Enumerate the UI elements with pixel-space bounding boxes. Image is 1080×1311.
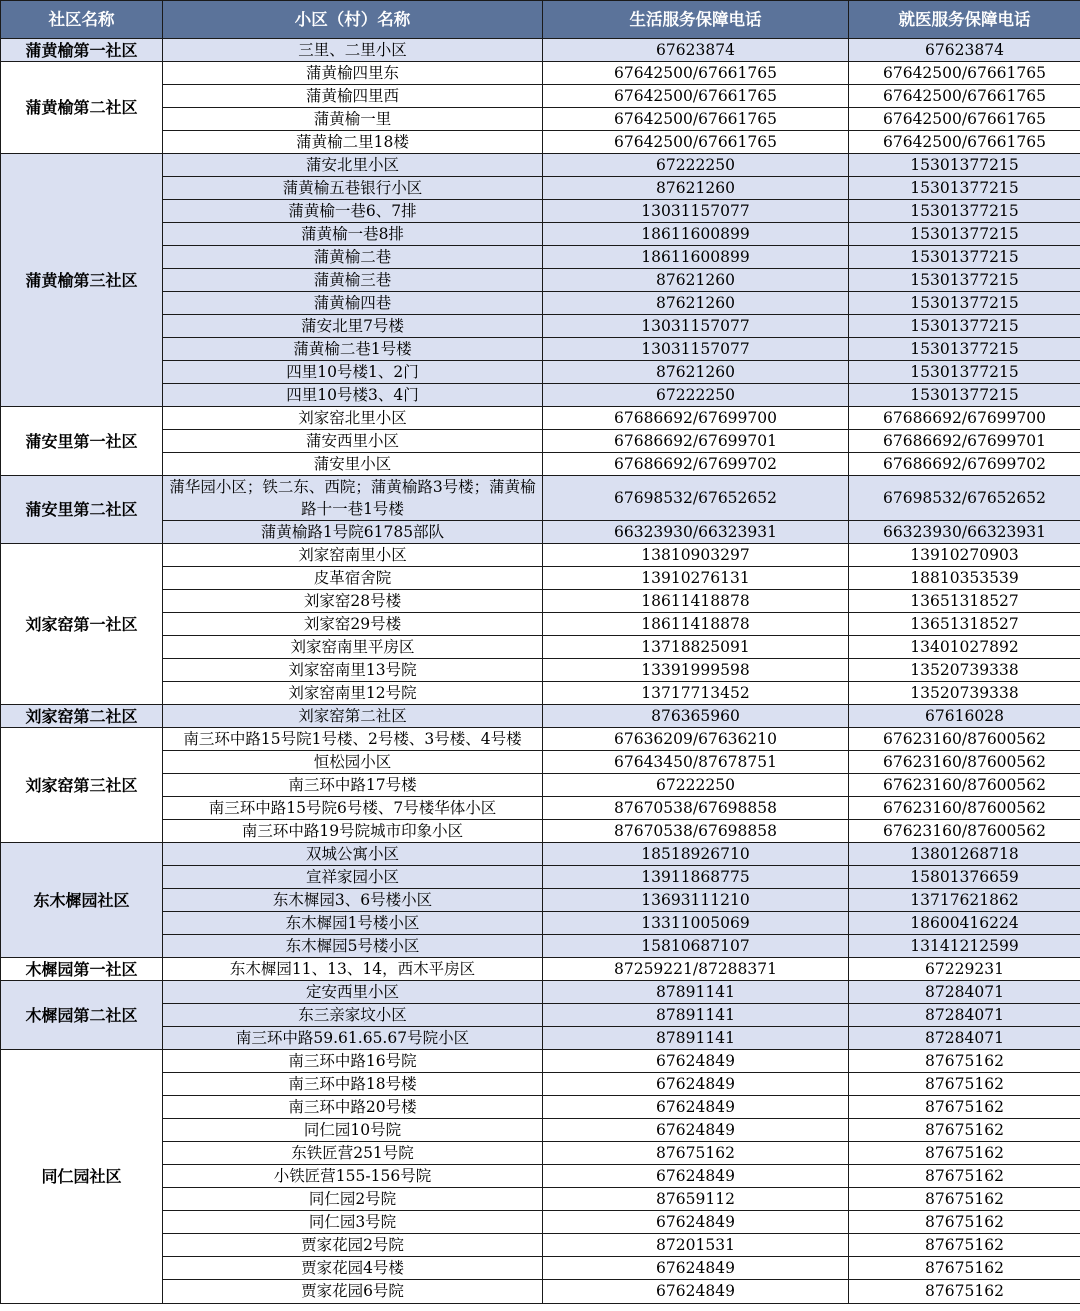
residence-name-cell: 蒲黄榆五巷银行小区 (163, 177, 543, 200)
community-name-cell: 蒲安里第一社区 (1, 407, 163, 476)
table-row (1, 590, 1080, 613)
life-phone-cell: 67624849 (543, 1073, 849, 1096)
life-phone-cell: 67686692/67699701 (543, 430, 849, 453)
table-row (1, 682, 1080, 705)
life-phone-cell: 67222250 (543, 384, 849, 407)
residence-name-cell: 东木樨园1号楼小区 (163, 912, 543, 935)
residence-name-cell: 蒲黄榆四巷 (163, 292, 543, 315)
table-row (1, 1234, 1080, 1257)
medical-phone-cell: 15801376659 (849, 866, 1080, 889)
medical-phone-cell: 13910270903 (849, 544, 1080, 567)
medical-phone-cell: 18810353539 (849, 567, 1080, 590)
life-phone-cell: 67624849 (543, 1119, 849, 1142)
table-row (1, 843, 1080, 866)
medical-phone-cell: 13651318527 (849, 590, 1080, 613)
medical-phone-cell: 67686692/67699702 (849, 453, 1080, 476)
table-row (1, 1142, 1080, 1165)
residence-name-cell: 同仁园2号院 (163, 1188, 543, 1211)
residence-name-cell: 蒲黄榆一巷6、7排 (163, 200, 543, 223)
table-row (1, 1280, 1080, 1304)
life-phone-cell: 67686692/67699700 (543, 407, 849, 430)
header-row (1, 1, 1080, 39)
life-phone-cell: 87891141 (543, 1027, 849, 1050)
header-medical-phone: 就医服务保障电话 (849, 1, 1080, 39)
residence-name-cell: 三里、二里小区 (163, 39, 543, 62)
life-phone-cell: 13693111210 (543, 889, 849, 912)
residence-name-cell: 刘家窑南里平房区 (163, 636, 543, 659)
medical-phone-cell: 87675162 (849, 1073, 1080, 1096)
medical-phone-cell: 87675162 (849, 1142, 1080, 1165)
table-row (1, 200, 1080, 223)
life-phone-cell: 87670538/67698858 (543, 820, 849, 843)
residence-name-cell: 南三环中路15号院6号楼、7号楼华体小区 (163, 797, 543, 820)
table-row (1, 866, 1080, 889)
life-phone-cell: 67623874 (543, 39, 849, 62)
medical-phone-cell: 15301377215 (849, 223, 1080, 246)
table-row (1, 659, 1080, 682)
residence-name-cell: 刘家窑南里13号院 (163, 659, 543, 682)
table-row (1, 820, 1080, 843)
residence-name-cell: 皮革宿舍院 (163, 567, 543, 590)
medical-phone-cell: 15301377215 (849, 154, 1080, 177)
life-phone-cell: 67698532/67652652 (543, 476, 849, 521)
medical-phone-cell: 15301377215 (849, 269, 1080, 292)
life-phone-cell: 67222250 (543, 154, 849, 177)
life-phone-cell: 67642500/67661765 (543, 85, 849, 108)
residence-name-cell: 南三环中路18号楼 (163, 1073, 543, 1096)
life-phone-cell: 13031157077 (543, 338, 849, 361)
residence-name-cell: 贾家花园6号院 (163, 1280, 543, 1304)
life-phone-cell: 67636209/67636210 (543, 728, 849, 751)
table-row (1, 1027, 1080, 1050)
life-phone-cell: 67686692/67699702 (543, 453, 849, 476)
life-phone-cell: 87621260 (543, 292, 849, 315)
medical-phone-cell: 67623160/87600562 (849, 820, 1080, 843)
residence-name-cell: 南三环中路15号院1号楼、2号楼、3号楼、4号楼 (163, 728, 543, 751)
residence-name-cell: 四里10号楼1、2门 (163, 361, 543, 384)
life-phone-cell: 87659112 (543, 1188, 849, 1211)
table-row (1, 728, 1080, 751)
residence-name-cell: 蒲安北里小区 (163, 154, 543, 177)
medical-phone-cell: 87675162 (849, 1119, 1080, 1142)
medical-phone-cell: 87675162 (849, 1188, 1080, 1211)
medical-phone-cell: 67623874 (849, 39, 1080, 62)
medical-phone-cell: 13401027892 (849, 636, 1080, 659)
table-row (1, 154, 1080, 177)
life-phone-cell: 87891141 (543, 981, 849, 1004)
life-phone-cell: 67624849 (543, 1096, 849, 1119)
medical-phone-cell: 66323930/66323931 (849, 521, 1080, 544)
residence-name-cell: 南三环中路19号院城市印象小区 (163, 820, 543, 843)
residence-name-cell: 东木樨园3、6号楼小区 (163, 889, 543, 912)
residence-name-cell: 刘家窑南里12号院 (163, 682, 543, 705)
residence-name-cell: 贾家花园2号院 (163, 1234, 543, 1257)
medical-phone-cell: 67642500/67661765 (849, 108, 1080, 131)
header-life-phone: 生活服务保障电话 (543, 1, 849, 39)
table-body (1, 39, 1080, 1304)
medical-phone-cell: 87675162 (849, 1257, 1080, 1280)
table-row (1, 544, 1080, 567)
table-row (1, 453, 1080, 476)
life-phone-cell: 18611418878 (543, 590, 849, 613)
medical-phone-cell: 67623160/87600562 (849, 797, 1080, 820)
residence-name-cell: 南三环中路59.61.65.67号院小区 (163, 1027, 543, 1050)
medical-phone-cell: 67642500/67661765 (849, 62, 1080, 85)
medical-phone-cell: 13801268718 (849, 843, 1080, 866)
table-row (1, 1188, 1080, 1211)
medical-phone-cell: 67616028 (849, 705, 1080, 728)
table-row (1, 361, 1080, 384)
medical-phone-cell: 87675162 (849, 1234, 1080, 1257)
table-row (1, 62, 1080, 85)
community-name-cell: 蒲黄榆第二社区 (1, 62, 163, 154)
medical-phone-cell: 15301377215 (849, 246, 1080, 269)
table-row (1, 1073, 1080, 1096)
medical-phone-cell: 67686692/67699700 (849, 407, 1080, 430)
community-name-cell: 蒲安里第二社区 (1, 476, 163, 544)
medical-phone-cell: 15301377215 (849, 384, 1080, 407)
life-phone-cell: 67642500/67661765 (543, 108, 849, 131)
medical-phone-cell: 87284071 (849, 1027, 1080, 1050)
table-row (1, 407, 1080, 430)
life-phone-cell: 87670538/67698858 (543, 797, 849, 820)
medical-phone-cell: 13651318527 (849, 613, 1080, 636)
table-row (1, 567, 1080, 590)
table-row (1, 1096, 1080, 1119)
table-row (1, 292, 1080, 315)
medical-phone-cell: 87675162 (849, 1096, 1080, 1119)
residence-name-cell: 同仁园3号院 (163, 1211, 543, 1234)
life-phone-cell: 13911868775 (543, 866, 849, 889)
life-phone-cell: 13718825091 (543, 636, 849, 659)
life-phone-cell: 67624849 (543, 1165, 849, 1188)
table-row (1, 338, 1080, 361)
table-row (1, 958, 1080, 981)
life-phone-cell: 87675162 (543, 1142, 849, 1165)
medical-phone-cell: 67623160/87600562 (849, 774, 1080, 797)
medical-phone-cell: 87675162 (849, 1280, 1080, 1304)
table-row (1, 705, 1080, 728)
life-phone-cell: 87891141 (543, 1004, 849, 1027)
life-phone-cell: 18611418878 (543, 613, 849, 636)
life-phone-cell: 13391999598 (543, 659, 849, 682)
community-name-cell: 同仁园社区 (1, 1050, 163, 1304)
residence-name-cell: 南三环中路16号院 (163, 1050, 543, 1073)
community-name-cell: 刘家窑第二社区 (1, 705, 163, 728)
life-phone-cell: 67643450/87678751 (543, 751, 849, 774)
residence-name-cell: 刘家窑南里小区 (163, 544, 543, 567)
table-row (1, 1119, 1080, 1142)
table-row (1, 246, 1080, 269)
table-row (1, 751, 1080, 774)
residence-name-cell: 蒲黄榆二巷 (163, 246, 543, 269)
residence-name-cell: 贾家花园4号楼 (163, 1257, 543, 1280)
table-row (1, 315, 1080, 338)
medical-phone-cell: 67686692/67699701 (849, 430, 1080, 453)
life-phone-cell: 13031157077 (543, 200, 849, 223)
residence-name-cell: 蒲黄榆四里东 (163, 62, 543, 85)
medical-phone-cell: 15301377215 (849, 361, 1080, 384)
community-name-cell: 刘家窑第三社区 (1, 728, 163, 843)
life-phone-cell: 13311005069 (543, 912, 849, 935)
medical-phone-cell: 87675162 (849, 1050, 1080, 1073)
life-phone-cell: 18611600899 (543, 246, 849, 269)
table-row (1, 1004, 1080, 1027)
residence-name-cell: 恒松园小区 (163, 751, 543, 774)
table-row (1, 108, 1080, 131)
residence-name-cell: 刘家窑28号楼 (163, 590, 543, 613)
table-row (1, 797, 1080, 820)
residence-name-cell: 刘家窑北里小区 (163, 407, 543, 430)
residence-name-cell: 蒲黄榆三巷 (163, 269, 543, 292)
table-row (1, 774, 1080, 797)
table-row (1, 1211, 1080, 1234)
residence-name-cell: 定安西里小区 (163, 981, 543, 1004)
life-phone-cell: 87621260 (543, 361, 849, 384)
residence-name-cell: 蒲黄榆二里18楼 (163, 131, 543, 154)
table-row (1, 177, 1080, 200)
medical-phone-cell: 87675162 (849, 1211, 1080, 1234)
residence-name-cell: 刘家窑第二社区 (163, 705, 543, 728)
life-phone-cell: 87201531 (543, 1234, 849, 1257)
life-phone-cell: 87621260 (543, 177, 849, 200)
table-row (1, 1050, 1080, 1073)
community-name-cell: 刘家窑第一社区 (1, 544, 163, 705)
residence-name-cell: 四里10号楼3、4门 (163, 384, 543, 407)
header-residence: 小区（村）名称 (163, 1, 543, 39)
header-community: 社区名称 (1, 1, 163, 39)
table-row (1, 935, 1080, 958)
table-row (1, 85, 1080, 108)
life-phone-cell: 15810687107 (543, 935, 849, 958)
life-phone-cell: 67222250 (543, 774, 849, 797)
life-phone-cell: 67624849 (543, 1211, 849, 1234)
life-phone-cell: 18518926710 (543, 843, 849, 866)
medical-phone-cell: 87284071 (849, 1004, 1080, 1027)
residence-name-cell: 南三环中路17号楼 (163, 774, 543, 797)
community-name-cell: 木樨园第一社区 (1, 958, 163, 981)
medical-phone-cell: 13520739338 (849, 682, 1080, 705)
life-phone-cell: 67624849 (543, 1280, 849, 1304)
table-row (1, 613, 1080, 636)
table-row (1, 269, 1080, 292)
residence-name-cell: 蒲安西里小区 (163, 430, 543, 453)
residence-name-cell: 小铁匠营155-156号院 (163, 1165, 543, 1188)
medical-phone-cell: 67642500/67661765 (849, 85, 1080, 108)
residence-name-cell: 宣祥家园小区 (163, 866, 543, 889)
medical-phone-cell: 67623160/87600562 (849, 751, 1080, 774)
residence-name-cell: 东三亲家坟小区 (163, 1004, 543, 1027)
table-row (1, 981, 1080, 1004)
life-phone-cell: 66323930/66323931 (543, 521, 849, 544)
residence-name-cell: 刘家窑29号楼 (163, 613, 543, 636)
table-row (1, 430, 1080, 453)
residence-name-cell: 蒲黄榆一里 (163, 108, 543, 131)
table-row (1, 636, 1080, 659)
life-phone-cell: 67624849 (543, 1050, 849, 1073)
table-row (1, 131, 1080, 154)
community-name-cell: 蒲黄榆第一社区 (1, 39, 163, 62)
life-phone-cell: 87621260 (543, 269, 849, 292)
residence-name-cell: 东木樨园5号楼小区 (163, 935, 543, 958)
table-row (1, 889, 1080, 912)
medical-phone-cell: 15301377215 (849, 315, 1080, 338)
residence-name-cell: 蒲黄榆二巷1号楼 (163, 338, 543, 361)
table-row (1, 223, 1080, 246)
life-phone-cell: 67624849 (543, 1257, 849, 1280)
table-row (1, 476, 1080, 521)
medical-phone-cell: 15301377215 (849, 292, 1080, 315)
medical-phone-cell: 67642500/67661765 (849, 131, 1080, 154)
medical-phone-cell: 67698532/67652652 (849, 476, 1080, 521)
residence-name-cell: 蒲黄榆一巷8排 (163, 223, 543, 246)
residence-name-cell: 蒲黄榆四里西 (163, 85, 543, 108)
medical-phone-cell: 13520739338 (849, 659, 1080, 682)
community-name-cell: 东木樨园社区 (1, 843, 163, 958)
table-row (1, 521, 1080, 544)
life-phone-cell: 67642500/67661765 (543, 62, 849, 85)
residence-name-cell: 蒲黄榆路1号院61785部队 (163, 521, 543, 544)
residence-name-cell: 蒲华园小区；铁二东、西院；蒲黄榆路3号楼；蒲黄榆路十一巷1号楼 (163, 476, 543, 521)
residence-name-cell: 东铁匠营251号院 (163, 1142, 543, 1165)
medical-phone-cell: 13141212599 (849, 935, 1080, 958)
medical-phone-cell: 15301377215 (849, 338, 1080, 361)
table-row (1, 1165, 1080, 1188)
residence-name-cell: 蒲安北里7号楼 (163, 315, 543, 338)
residence-name-cell: 东木樨园11、13、14，西木平房区 (163, 958, 543, 981)
life-phone-cell: 13910276131 (543, 567, 849, 590)
community-name-cell: 蒲黄榆第三社区 (1, 154, 163, 407)
table-row (1, 384, 1080, 407)
table-row (1, 912, 1080, 935)
residence-name-cell: 南三环中路20号楼 (163, 1096, 543, 1119)
medical-phone-cell: 87675162 (849, 1165, 1080, 1188)
life-phone-cell: 876365960 (543, 705, 849, 728)
medical-phone-cell: 67229231 (849, 958, 1080, 981)
life-phone-cell: 13810903297 (543, 544, 849, 567)
life-phone-cell: 87259221/87288371 (543, 958, 849, 981)
community-name-cell: 木樨园第二社区 (1, 981, 163, 1050)
medical-phone-cell: 13717621862 (849, 889, 1080, 912)
residence-name-cell: 双城公寓小区 (163, 843, 543, 866)
medical-phone-cell: 67623160/87600562 (849, 728, 1080, 751)
life-phone-cell: 18611600899 (543, 223, 849, 246)
table-row (1, 39, 1080, 62)
medical-phone-cell: 87284071 (849, 981, 1080, 1004)
medical-phone-cell: 18600416224 (849, 912, 1080, 935)
table-row (1, 1257, 1080, 1280)
medical-phone-cell: 15301377215 (849, 200, 1080, 223)
life-phone-cell: 13717713452 (543, 682, 849, 705)
medical-phone-cell: 15301377215 (849, 177, 1080, 200)
life-phone-cell: 67642500/67661765 (543, 131, 849, 154)
residence-name-cell: 同仁园10号院 (163, 1119, 543, 1142)
residence-name-cell: 蒲安里小区 (163, 453, 543, 476)
life-phone-cell: 13031157077 (543, 315, 849, 338)
